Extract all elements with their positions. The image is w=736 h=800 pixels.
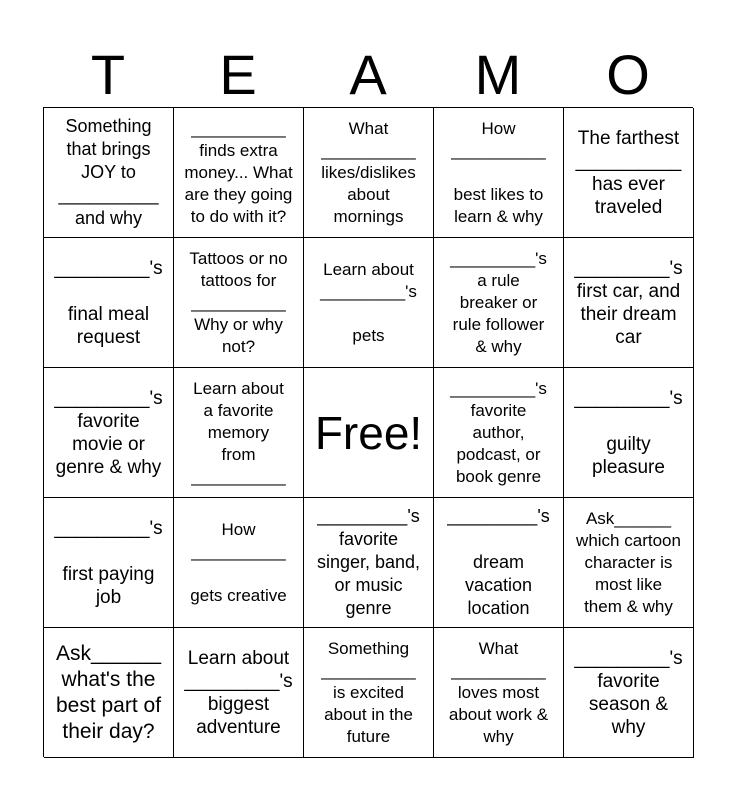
bingo-board: [43, 107, 693, 757]
bingo-cell[interactable]: [564, 628, 694, 758]
cell-prompt: Something __________ is excited about in the future: [321, 638, 416, 746]
header-letter: T: [90, 43, 126, 106]
bingo-cell[interactable]: [304, 628, 434, 758]
cell-prompt: Learn about _________'s pets: [320, 259, 417, 345]
bingo-header: [43, 42, 693, 108]
cell-prompt: Ask______ what's the best part of their day?: [55, 641, 162, 743]
free-space[interactable]: [304, 368, 434, 498]
bingo-cell[interactable]: [174, 628, 304, 758]
bingo-cell[interactable]: [304, 498, 434, 628]
cell-prompt: Ask______ which cartoon character is most like them & why: [576, 508, 681, 616]
cell-prompt: _________'s first car, and their dream car: [574, 257, 683, 348]
free-space-label: Free!: [314, 406, 423, 459]
cell-prompt: Learn about _________'s biggest adventure: [184, 647, 293, 738]
bingo-cell[interactable]: [44, 368, 174, 498]
bingo-cell[interactable]: [434, 368, 564, 498]
bingo-cell[interactable]: [564, 238, 694, 368]
bingo-cell[interactable]: [44, 628, 174, 758]
cell-prompt: Something that brings JOY to __________ and why: [58, 116, 159, 228]
bingo-cell[interactable]: [44, 238, 174, 368]
cell-prompt: _________'s favorite author, podcast, or book genre: [450, 378, 547, 486]
bingo-cell[interactable]: [304, 238, 434, 368]
cell-prompt: _________'s favorite movie or genre & why: [54, 387, 163, 478]
cell-prompt: _________'s dream vacation location: [447, 506, 550, 618]
bingo-cell[interactable]: [174, 498, 304, 628]
bingo-cell[interactable]: [174, 238, 304, 368]
cell-prompt: How __________ best likes to learn & why: [451, 118, 546, 226]
cell-prompt: _________'s favorite singer, band, or music genre: [316, 506, 421, 618]
cell-prompt: Tattoos or no tattoos for __________ Why or why not?: [189, 248, 288, 356]
cell-prompt: _________'s final meal request: [54, 257, 163, 348]
cell-prompt: _________'s favorite season & why: [574, 647, 683, 738]
header-letter: A: [349, 43, 387, 106]
cell-prompt: How __________ gets creative: [190, 519, 287, 605]
header-letter: E: [219, 43, 257, 106]
cell-prompt: __________ finds extra money... What are they going to do with it?: [184, 118, 293, 226]
cell-prompt: _________'s first paying job: [54, 517, 163, 608]
header-letter: O: [606, 43, 650, 106]
header-letter: M: [474, 43, 522, 106]
cell-prompt: Learn about a favorite memory from __________: [191, 378, 286, 486]
bingo-cell[interactable]: [304, 108, 434, 238]
bingo-cell[interactable]: [174, 368, 304, 498]
cell-prompt: What __________ loves most about work & why: [448, 638, 549, 746]
cell-prompt: The farthest __________ has ever traveled: [575, 127, 682, 218]
cell-prompt: What __________ likes/dislikes about mornings: [321, 118, 416, 226]
bingo-cell[interactable]: [564, 368, 694, 498]
cell-prompt: _________'s guilty pleasure: [574, 387, 683, 478]
cell-prompt: _________'s a rule breaker or rule follower & why: [450, 248, 547, 356]
bingo-cell[interactable]: [434, 498, 564, 628]
bingo-cell[interactable]: [434, 628, 564, 758]
bingo-cell[interactable]: [564, 498, 694, 628]
bingo-cell[interactable]: [174, 108, 304, 238]
bingo-cell[interactable]: [564, 108, 694, 238]
bingo-cell[interactable]: [434, 108, 564, 238]
bingo-cell[interactable]: [44, 498, 174, 628]
bingo-cell[interactable]: [434, 238, 564, 368]
bingo-cell[interactable]: [44, 108, 174, 238]
